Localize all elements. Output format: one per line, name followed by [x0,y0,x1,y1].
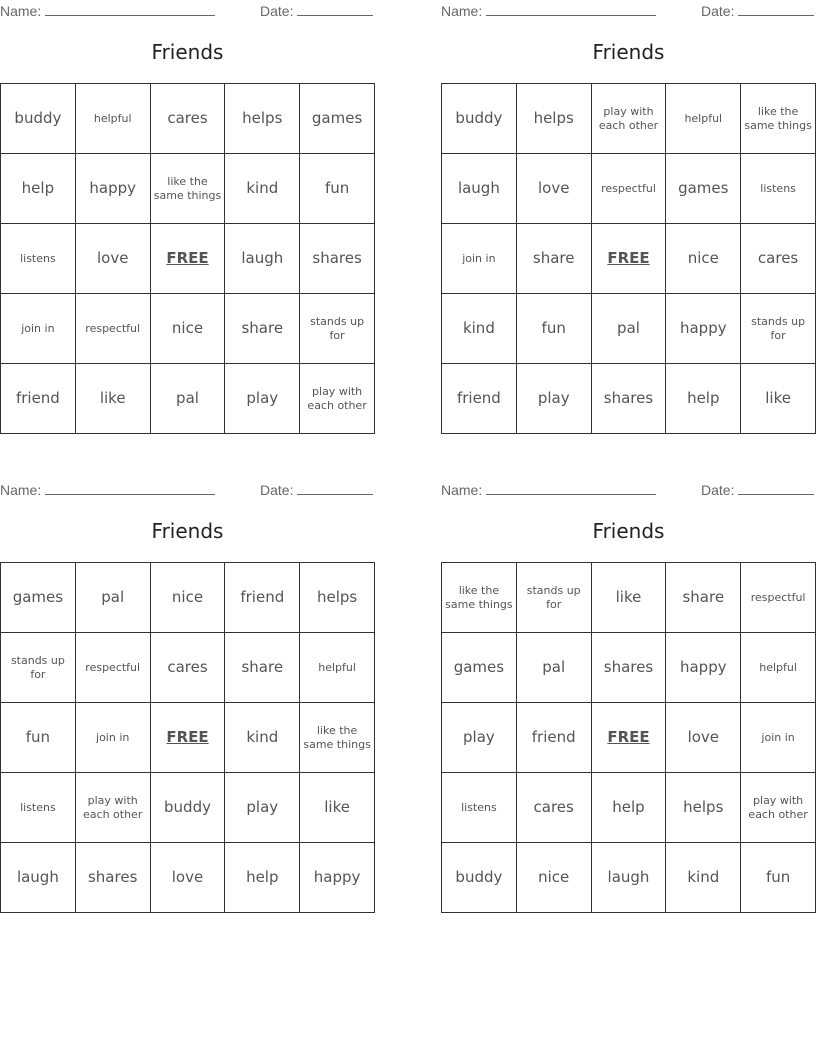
bingo-cell[interactable]: cares [151,84,226,154]
bingo-cell[interactable]: shares [592,364,667,434]
date-field[interactable] [701,481,814,498]
bingo-card-1 [0,0,375,436]
bingo-cell[interactable]: join in [442,224,517,294]
bingo-cell[interactable]: respectful [592,154,667,224]
card-header [441,2,816,22]
bingo-cell[interactable]: respectful [76,294,151,364]
name-label: Name: [0,3,42,19]
name-blank-line[interactable] [45,481,215,495]
bingo-cell[interactable]: friend [517,703,592,773]
bingo-cell[interactable]: fun [1,703,76,773]
bingo-card-3 [0,479,375,915]
bingo-cell[interactable]: love [151,843,226,913]
bingo-cell[interactable]: listens [1,224,76,294]
bingo-cell[interactable]: share [666,563,741,633]
bingo-cell[interactable]: play with each other [592,84,667,154]
bingo-cell[interactable]: buddy [442,84,517,154]
name-field[interactable] [0,481,215,498]
bingo-cell[interactable]: respectful [76,633,151,703]
bingo-cell[interactable]: like [592,563,667,633]
card-header [441,481,816,501]
date-field[interactable] [701,2,814,19]
date-blank-line[interactable] [738,2,814,16]
bingo-cell[interactable]: shares [76,843,151,913]
bingo-grid [441,83,816,434]
name-blank-line[interactable] [486,481,656,495]
bingo-cell[interactable]: like [76,364,151,434]
bingo-cell[interactable]: help [592,773,667,843]
card-title: Friends [151,40,224,64]
bingo-cell[interactable]: share [517,224,592,294]
bingo-cell[interactable]: join in [1,294,76,364]
bingo-card-2 [441,0,816,436]
bingo-cell[interactable]: kind [225,703,300,773]
bingo-cell[interactable]: pal [592,294,667,364]
bingo-cell[interactable]: helpful [300,633,375,703]
name-field[interactable] [441,2,656,19]
name-label: Name: [441,482,483,498]
bingo-cell[interactable]: share [225,633,300,703]
bingo-cell[interactable]: happy [666,294,741,364]
bingo-cell[interactable]: like the same things [741,84,816,154]
bingo-cell[interactable]: fun [300,154,375,224]
bingo-cell[interactable]: helps [300,563,375,633]
bingo-cell[interactable]: pal [517,633,592,703]
bingo-cell[interactable]: happy [76,154,151,224]
bingo-cell[interactable]: friend [442,364,517,434]
bingo-cell[interactable]: love [517,154,592,224]
date-field[interactable] [260,481,373,498]
bingo-cell[interactable]: like [300,773,375,843]
bingo-cell[interactable]: helps [666,773,741,843]
bingo-card-4 [441,479,816,915]
bingo-cell[interactable]: stands up for [741,294,816,364]
name-label: Name: [441,3,483,19]
bingo-cell[interactable]: helpful [741,633,816,703]
bingo-cell[interactable]: cares [151,633,226,703]
name-field[interactable] [0,2,215,19]
bingo-cell[interactable]: helpful [666,84,741,154]
bingo-cell[interactable]: join in [741,703,816,773]
bingo-grid [0,562,375,913]
name-blank-line[interactable] [45,2,215,16]
bingo-cell[interactable]: respectful [741,563,816,633]
bingo-cell[interactable]: friend [225,563,300,633]
bingo-cell[interactable]: kind [225,154,300,224]
bingo-cell[interactable]: cares [741,224,816,294]
bingo-cell[interactable]: laugh [442,154,517,224]
bingo-cell[interactable]: games [300,84,375,154]
free-space-cell[interactable]: FREE [592,703,667,773]
bingo-cell[interactable]: shares [592,633,667,703]
bingo-cell[interactable]: share [225,294,300,364]
bingo-cell[interactable]: like the same things [300,703,375,773]
card-header [0,2,375,22]
bingo-cell[interactable]: help [1,154,76,224]
free-space-cell[interactable]: FREE [151,224,226,294]
bingo-cell[interactable]: love [666,703,741,773]
date-field[interactable] [260,2,373,19]
name-blank-line[interactable] [486,2,656,16]
date-blank-line[interactable] [297,481,373,495]
bingo-cell[interactable]: helpful [76,84,151,154]
bingo-cell[interactable]: nice [517,843,592,913]
bingo-cell[interactable]: laugh [592,843,667,913]
bingo-grid [441,562,816,913]
name-field[interactable] [441,481,656,498]
bingo-cell[interactable]: kind [442,294,517,364]
date-label: Date: [701,482,735,498]
bingo-cell[interactable]: helps [225,84,300,154]
bingo-cell[interactable]: fun [517,294,592,364]
free-space-cell[interactable]: FREE [592,224,667,294]
bingo-cell[interactable]: play [225,773,300,843]
date-blank-line[interactable] [738,481,814,495]
bingo-cell[interactable]: like the same things [442,563,517,633]
bingo-cell[interactable]: games [1,563,76,633]
bingo-cell[interactable]: play [517,364,592,434]
bingo-cell[interactable]: help [666,364,741,434]
bingo-cell[interactable]: listens [1,773,76,843]
card-title: Friends [592,519,665,543]
bingo-cell[interactable]: games [442,633,517,703]
bingo-cell[interactable]: play with each other [76,773,151,843]
bingo-cell[interactable]: like [741,364,816,434]
bingo-cell[interactable]: love [76,224,151,294]
card-title: Friends [592,40,665,64]
bingo-cell[interactable]: stands up for [517,563,592,633]
bingo-cell[interactable]: join in [76,703,151,773]
name-label: Name: [0,482,42,498]
bingo-cell[interactable]: fun [741,843,816,913]
bingo-cell[interactable]: play [225,364,300,434]
bingo-cell[interactable]: kind [666,843,741,913]
bingo-cell[interactable]: play with each other [741,773,816,843]
bingo-cell[interactable]: listens [442,773,517,843]
bingo-cell[interactable]: nice [666,224,741,294]
bingo-cell[interactable]: cares [517,773,592,843]
bingo-cell[interactable]: laugh [1,843,76,913]
free-space-cell[interactable]: FREE [151,703,226,773]
bingo-cell[interactable]: happy [300,843,375,913]
card-header [0,481,375,501]
date-label: Date: [701,3,735,19]
bingo-grid [0,83,375,434]
bingo-cell[interactable]: buddy [1,84,76,154]
bingo-cell[interactable]: nice [151,563,226,633]
bingo-cell[interactable]: pal [76,563,151,633]
bingo-cell[interactable]: like the same things [151,154,226,224]
bingo-cell[interactable]: stands up for [1,633,76,703]
bingo-cell[interactable]: stands up for [300,294,375,364]
bingo-cell[interactable]: play [442,703,517,773]
date-label: Date: [260,482,294,498]
bingo-cell[interactable]: help [225,843,300,913]
date-label: Date: [260,3,294,19]
bingo-cell[interactable]: shares [300,224,375,294]
bingo-cell[interactable]: nice [151,294,226,364]
bingo-cell[interactable]: listens [741,154,816,224]
bingo-cell[interactable]: pal [151,364,226,434]
bingo-cell[interactable]: games [666,154,741,224]
bingo-cell[interactable]: friend [1,364,76,434]
bingo-cell[interactable]: helps [517,84,592,154]
bingo-cell[interactable]: buddy [442,843,517,913]
date-blank-line[interactable] [297,2,373,16]
bingo-cell[interactable]: happy [666,633,741,703]
card-title: Friends [151,519,224,543]
bingo-cell[interactable]: laugh [225,224,300,294]
bingo-cell[interactable]: buddy [151,773,226,843]
bingo-cell[interactable]: play with each other [300,364,375,434]
